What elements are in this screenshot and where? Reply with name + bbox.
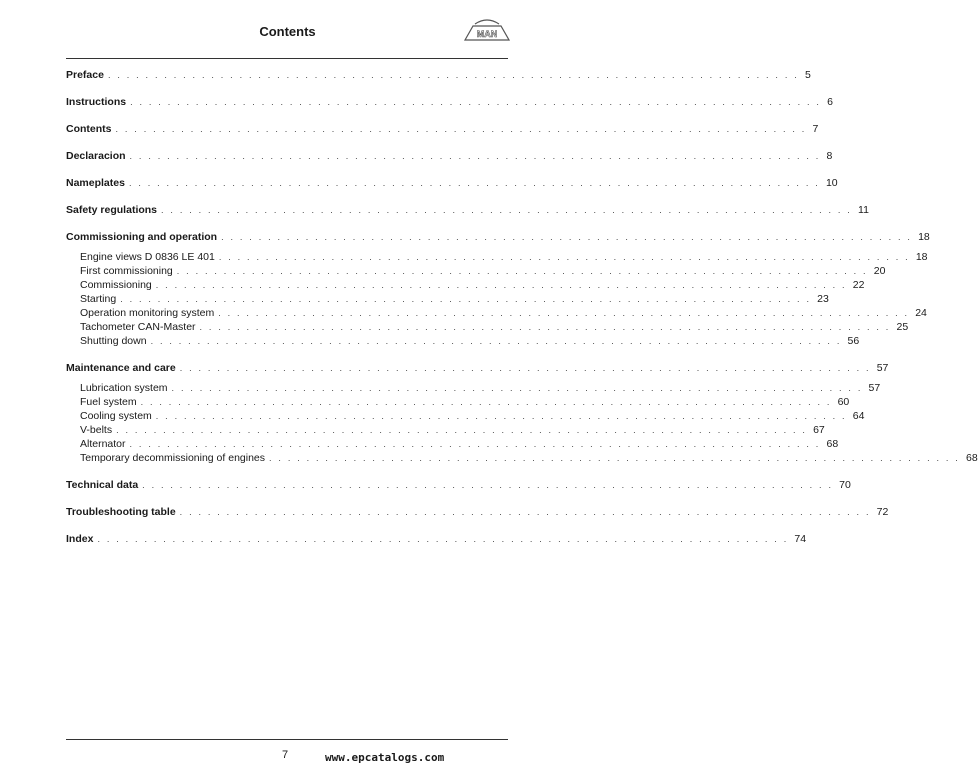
toc-entry[interactable]: [80, 437, 839, 451]
toc-entry-title: Instructions: [66, 96, 127, 108]
toc-entry-title: Preface: [66, 69, 104, 81]
toc-entry-page: 70: [839, 479, 851, 491]
toc-entry-page: 67: [813, 424, 825, 436]
footer-divider: [66, 739, 508, 740]
toc-entry[interactable]: [80, 334, 860, 348]
toc-entry[interactable]: [80, 409, 865, 423]
toc-entry[interactable]: [66, 203, 869, 217]
dot-leader: . . . . . . . . . . . . . . . . . . . . . . . . . . . . . . . . . . . . . . . . . . . . . . . . . . . . . . . . . . . . . . . . . . . . . . . . . .: [142, 480, 834, 490]
toc-entry-title: Index: [66, 533, 94, 545]
toc-entry-page: 8: [826, 150, 833, 162]
toc-entry[interactable]: [80, 264, 886, 278]
toc-entry-page: 68: [966, 452, 978, 464]
dot-leader: . . . . . . . . . . . . . . . . . . . . . . . . . . . . . . . . . . . . . . . . . . . . . . . . . . . . . . . . . . . . . . . . . . . . . . . . . .: [218, 252, 910, 262]
page-title: Contents: [259, 24, 316, 39]
toc-entry-page: 10: [825, 177, 838, 189]
dot-leader: . . . . . . . . . . . . . . . . . . . . . . . . . . . . . . . . . . . . . . . . . . . . . . . . . . . . . . . . . . . . . . . . . . . . . . . . . .: [155, 280, 847, 290]
toc-entry[interactable]: [80, 423, 825, 437]
dot-leader: . . . . . . . . . . . . . . . . . . . . . . . . . . . . . . . . . . . . . . . . . . . . . . . . . . . . . . . . . . . . . . . . . . . . . . . . . .: [120, 294, 812, 304]
toc-entry[interactable]: [66, 68, 811, 82]
dot-leader: . . . . . . . . . . . . . . . . . . . . . . . . . . . . . . . . . . . . . . . . . . . . . . . . . . . . . . . . . . . . . . . . . . . . . . . . . .: [221, 232, 913, 242]
toc-entry-page: 22: [852, 279, 865, 291]
toc-entry-page: 24: [915, 307, 927, 319]
toc-entry[interactable]: [66, 230, 930, 244]
dot-leader: . . . . . . . . . . . . . . . . . . . . . . . . . . . . . . . . . . . . . . . . . . . . . . . . . . . . . . . . . . . . . . . . . . . . . . . . . .: [128, 178, 820, 188]
toc-entry-title: Nameplates: [66, 177, 125, 189]
watermark-url: www.epcatalogs.com: [325, 751, 445, 764]
toc-entry[interactable]: [80, 451, 978, 465]
toc-entry-title: Maintenance and care: [66, 362, 176, 374]
toc-entry[interactable]: [66, 361, 889, 375]
toc-entry-title: Temporary decommissioning of engines: [80, 452, 266, 464]
toc-entry-page: 68: [826, 438, 839, 450]
toc-entry-title: V-belts: [80, 424, 113, 436]
toc-entry-page: 7: [812, 123, 819, 135]
dot-leader: . . . . . . . . . . . . . . . . . . . . . . . . . . . . . . . . . . . . . . . . . . . . . . . . . . . . . . . . . . . . . . . . . . . . . . . . . .: [218, 308, 910, 318]
dot-leader: . . . . . . . . . . . . . . . . . . . . . . . . . . . . . . . . . . . . . . . . . . . . . . . . . . . . . . . . . . . . . . . . . . . . . . . . . .: [107, 70, 799, 80]
dot-leader: . . . . . . . . . . . . . . . . . . . . . . . . . . . . . . . . . . . . . . . . . . . . . . . . . . . . . . . . . . . . . . . . . . . . . . . . . .: [199, 322, 891, 332]
svg-text:MAN: MAN: [476, 29, 498, 39]
toc-entry[interactable]: [66, 95, 833, 109]
toc-entry-page: 18: [918, 231, 930, 243]
dot-leader: . . . . . . . . . . . . . . . . . . . . . . . . . . . . . . . . . . . . . . . . . . . . . . . . . . . . . . . . . . . . . . . . . . . . . . . . . .: [269, 453, 960, 463]
toc-entry-page: 23: [817, 293, 829, 305]
dot-leader: . . . . . . . . . . . . . . . . . . . . . . . . . . . . . . . . . . . . . . . . . . . . . . . . . . . . . . . . . . . . . . . . . . . . . . . . . .: [171, 383, 863, 393]
toc-entry-page: 64: [852, 410, 865, 422]
toc-entry-title: Safety regulations: [66, 204, 158, 216]
toc-entry-page: 11: [858, 204, 869, 216]
toc-entry[interactable]: [80, 320, 909, 334]
toc-entry[interactable]: [66, 122, 819, 136]
toc-entry[interactable]: [80, 395, 850, 409]
dot-leader: . . . . . . . . . . . . . . . . . . . . . . . . . . . . . . . . . . . . . . . . . . . . . . . . . . . . . . . . . . . . . . . . . . . . . . . . . .: [97, 534, 789, 544]
toc-entry-page: 25: [896, 321, 909, 333]
dot-leader: . . . . . . . . . . . . . . . . . . . . . . . . . . . . . . . . . . . . . . . . . . . . . . . . . . . . . . . . . . . . . . . . . . . . . . . . . .: [161, 205, 853, 215]
toc-entry-title: Engine views D 0836 LE 401: [80, 251, 215, 263]
dot-leader: . . . . . . . . . . . . . . . . . . . . . . . . . . . . . . . . . . . . . . . . . . . . . . . . . . . . . . . . . . . . . . . . . . . . . . . . . .: [155, 411, 847, 421]
dot-leader: . . . . . . . . . . . . . . . . . . . . . . . . . . . . . . . . . . . . . . . . . . . . . . . . . . . . . . . . . . . . . . . . . . . . . . . . . .: [129, 151, 821, 161]
toc-entry-title: Starting: [80, 293, 117, 305]
dot-leader: . . . . . . . . . . . . . . . . . . . . . . . . . . . . . . . . . . . . . . . . . . . . . . . . . . . . . . . . . . . . . . . . . . . . . . . . . .: [116, 425, 808, 435]
toc-entry-page: 18: [915, 251, 928, 263]
toc-entry[interactable]: [80, 250, 928, 264]
dot-leader: . . . . . . . . . . . . . . . . . . . . . . . . . . . . . . . . . . . . . . . . . . . . . . . . . . . . . . . . . . . . . . . . . . . . . . . . . .: [140, 397, 832, 407]
toc-entry-page: 57: [876, 362, 889, 374]
toc-entry-page: 57: [868, 382, 881, 394]
toc-entry-title: Commissioning and operation: [66, 231, 218, 243]
toc-entry-title: Cooling system: [80, 410, 152, 422]
toc-entry-page: 5: [804, 69, 811, 81]
man-logo: [463, 18, 511, 42]
toc-entry[interactable]: [66, 149, 833, 163]
toc-entry-title: First commissioning: [80, 265, 173, 277]
toc-entry-page: 56: [847, 335, 860, 347]
toc-entry-title: Lubrication system: [80, 382, 168, 394]
toc-entry-page: 74: [794, 533, 807, 545]
toc-entry[interactable]: [66, 505, 889, 519]
dot-leader: . . . . . . . . . . . . . . . . . . . . . . . . . . . . . . . . . . . . . . . . . . . . . . . . . . . . . . . . . . . . . . . . . . . . . . . . . .: [176, 266, 868, 276]
toc-entry-title: Commissioning: [80, 279, 152, 291]
dot-leader: . . . . . . . . . . . . . . . . . . . . . . . . . . . . . . . . . . . . . . . . . . . . . . . . . . . . . . . . . . . . . . . . . . . . . . . . . .: [129, 439, 821, 449]
toc-entry[interactable]: [66, 176, 838, 190]
toc-entry-page: 72: [876, 506, 889, 518]
toc-entry-title: Declaracion: [66, 150, 126, 162]
toc-entry[interactable]: [66, 478, 851, 492]
dot-leader: . . . . . . . . . . . . . . . . . . . . . . . . . . . . . . . . . . . . . . . . . . . . . . . . . . . . . . . . . . . . . . . . . . . . . . . . . .: [150, 336, 842, 346]
dot-leader: . . . . . . . . . . . . . . . . . . . . . . . . . . . . . . . . . . . . . . . . . . . . . . . . . . . . . . . . . . . . . . . . . . . . . . . . . .: [179, 363, 871, 373]
toc-entry-title: Technical data: [66, 479, 139, 491]
toc-entry-title: Contents: [66, 123, 112, 135]
toc-entry-page: 6: [827, 96, 833, 108]
toc-entry-title: Tachometer CAN-Master: [80, 321, 196, 333]
toc-entry-title: Alternator: [80, 438, 126, 450]
toc-entry[interactable]: [80, 292, 829, 306]
toc-entry-title: Troubleshooting table: [66, 506, 176, 518]
dot-leader: . . . . . . . . . . . . . . . . . . . . . . . . . . . . . . . . . . . . . . . . . . . . . . . . . . . . . . . . . . . . . . . . . . . . . . . . . .: [179, 507, 871, 517]
toc-entry[interactable]: [80, 381, 881, 395]
toc-entry[interactable]: [80, 306, 927, 320]
page-number: 7: [282, 749, 289, 761]
toc-entry[interactable]: [80, 278, 865, 292]
toc-entry[interactable]: [66, 532, 807, 546]
toc-entry-page: 60: [837, 396, 850, 408]
toc-entry-title: Fuel system: [80, 396, 137, 408]
dot-leader: . . . . . . . . . . . . . . . . . . . . . . . . . . . . . . . . . . . . . . . . . . . . . . . . . . . . . . . . . . . . . . . . . . . . . . . . . .: [115, 124, 807, 134]
header-divider: [66, 58, 508, 59]
toc-entry-page: 20: [873, 265, 886, 277]
toc-entry-title: Shutting down: [80, 335, 147, 347]
dot-leader: . . . . . . . . . . . . . . . . . . . . . . . . . . . . . . . . . . . . . . . . . . . . . . . . . . . . . . . . . . . . . . . . . . . . . . . . . .: [130, 97, 822, 107]
toc-entry-title: Operation monitoring system: [80, 307, 215, 319]
